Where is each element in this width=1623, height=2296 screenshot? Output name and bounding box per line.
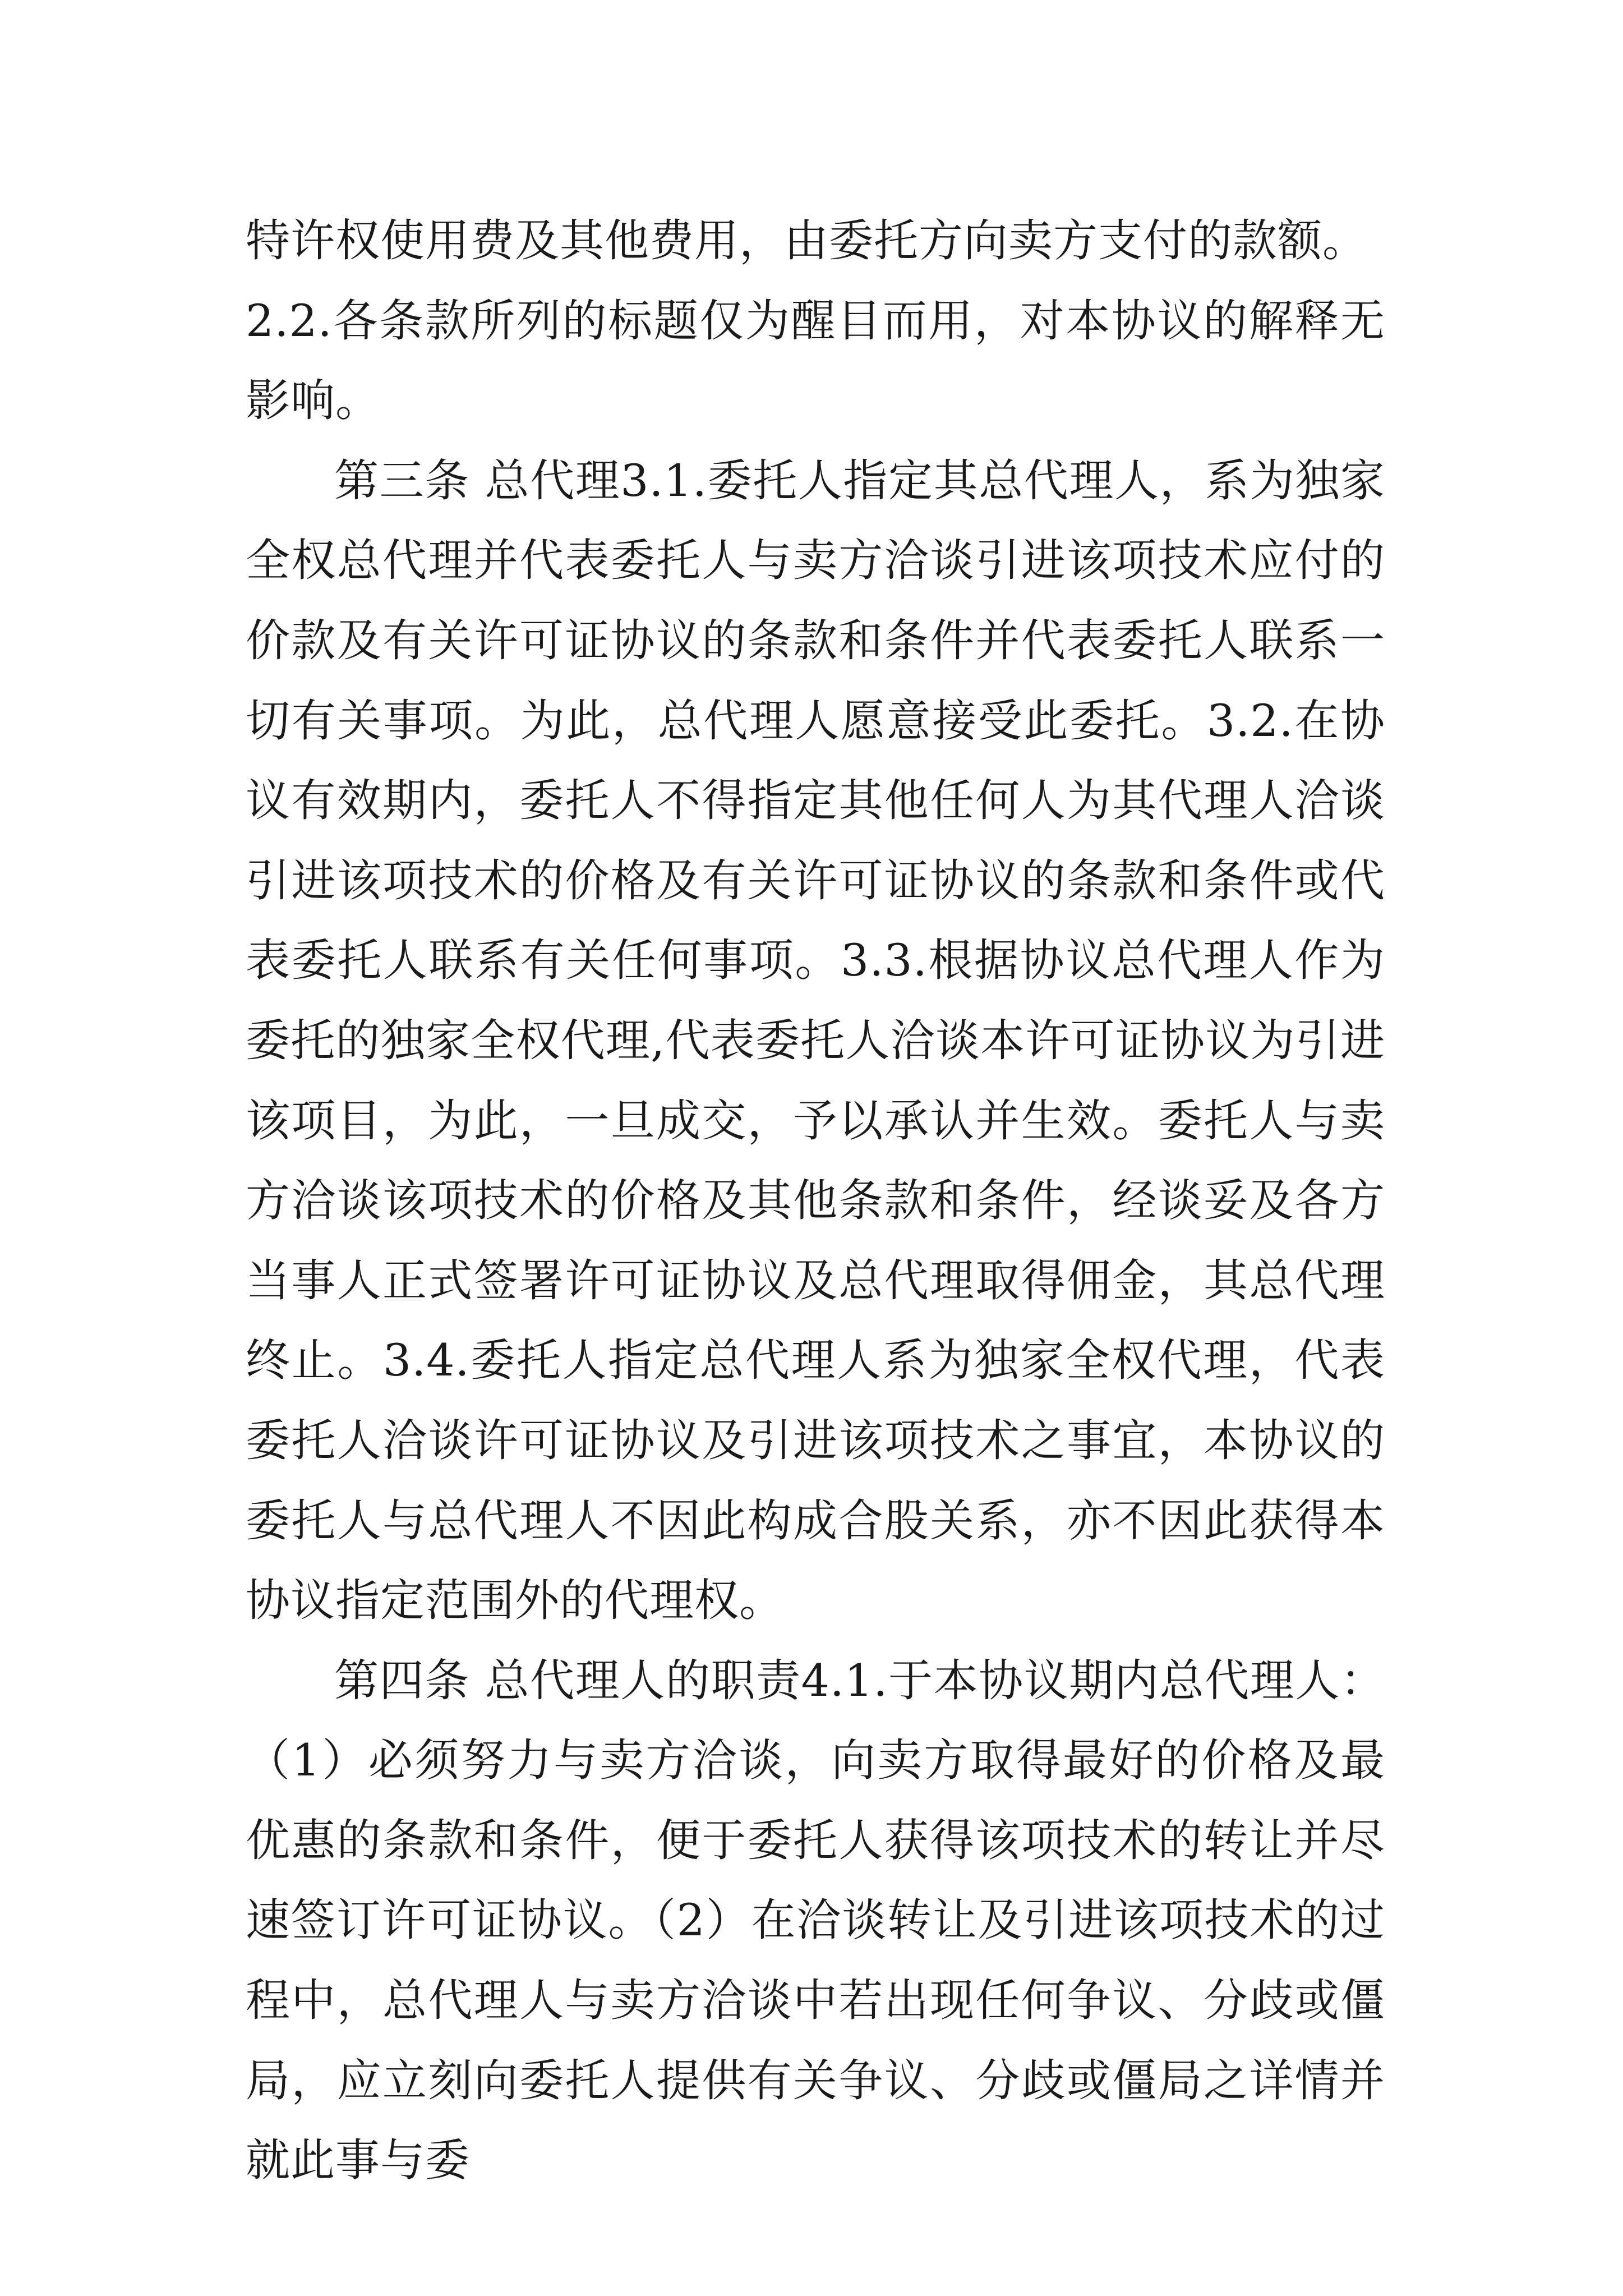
paragraph-1: 特许权使用费及其他费用，由委托方向卖方支付的款额。: [246, 215, 1367, 266]
paragraph-article-4: 第四条 总代理人的职责4.1.于本协议期内总代理人：（1）必须努力与卖方洽谈，向卖方取得最好的价格及最优惠的条款和条件，便于委托人获得该项技术的转让并尽速签订许可证协议。（2）在洽谈转让及引进该项技术的过程中，总代理人与卖方洽谈中若出现任何争议、分歧或僵局，应立刻向委托人提供有关争议、分歧或僵局之详情并就此事与委: [246, 1654, 1385, 2187]
paragraph-2: 2.2.各条款所列的标题仅为醒目而用，对本协议的解释无影响。: [246, 295, 1385, 427]
document-body: [246, 201, 1385, 2201]
paragraph-article-3: 第三条 总代理3.1.委托人指定其总代理人，系为独家全权总代理并代表委托人与卖方洽谈引进该项技术应付的价款及有关许可证协议的条款和条件并代表委托人联系一切有关事项。为此，总代理人愿意接受此委托。3.2.在协议有效期内，委托人不得指定其他任何人为其代理人洽谈引进该项技术的价格及有关许可证协议的条款和条件或代表委托人联系有关任何事项。3.3.根据协议总代理人作为委托的独家全权代理,代表委托人洽谈本许可证协议为引进该项目，为此，一旦成交，予以承认并生效。委托人与卖方洽谈该项技术的价格及其他条款和条件，经谈妥及各方当事人正式签署许可证协议及总代理取得佣金，其总代理终止。3.4.委托人指定总代理人系为独家全权代理，代表委托人洽谈许可证协议及引进该项技术之事宜，本协议的委托人与总代理人不因此构成合股关系，亦不因此获得本协议指定范围外的代理权。: [246, 454, 1385, 1627]
